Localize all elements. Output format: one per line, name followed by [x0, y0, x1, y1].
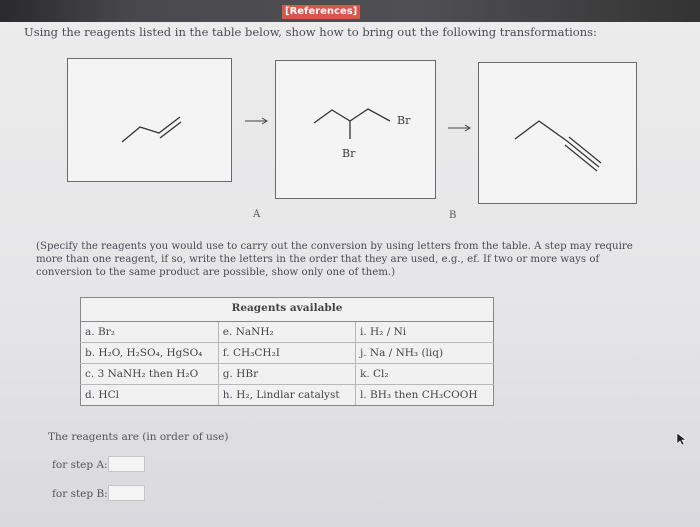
alkyne-structure — [478, 62, 637, 204]
reagents-table — [80, 297, 494, 406]
reagent-cell: h. H₂, Lindlar catalyst — [218, 385, 355, 406]
alkene-skeletal-formula — [68, 59, 231, 181]
step-a-answer-label: for step A: — [52, 459, 108, 471]
question-text: Using the reagents listed in the table below, show how to bring out the following transformations: — [24, 25, 597, 39]
references-button[interactable]: [References] — [282, 5, 360, 19]
reagent-cell: k. Cl₂ — [355, 364, 493, 385]
step-b-input[interactable] — [108, 485, 145, 501]
starting-alkene-structure — [67, 58, 232, 182]
table-row — [81, 343, 494, 364]
bromine-label: Br — [342, 147, 356, 160]
bromine-label: Br — [397, 114, 411, 127]
reagent-cell: f. CH₃CH₂I — [218, 343, 355, 364]
reagent-cell: b. H₂O, H₂SO₄, HgSO₄ — [81, 343, 219, 364]
step-b-answer-label: for step B: — [52, 488, 108, 500]
step-b-label: B — [449, 210, 457, 221]
table-row — [81, 322, 494, 343]
dibromide-skeletal-formula — [276, 61, 435, 198]
reagent-cell: g. HBr — [218, 364, 355, 385]
arrow-icon — [447, 123, 473, 133]
arrow-icon — [244, 116, 270, 126]
step-a-input[interactable] — [108, 456, 145, 472]
dibromide-structure — [275, 60, 436, 199]
order-text: The reagents are (in order of use) — [48, 431, 229, 443]
reagent-cell: c. 3 NaNH₂ then H₂O — [81, 364, 219, 385]
mouse-cursor-icon — [676, 432, 686, 446]
reagent-cell: j. Na / NH₃ (liq) — [355, 343, 493, 364]
table-header: Reagents available — [81, 298, 494, 322]
table-row — [81, 364, 494, 385]
reagent-cell: e. NaNH₂ — [218, 322, 355, 343]
instructions-text: (Specify the reagents you would use to carry out the conversion by using letters from the table. A step may require more than one reagent, if so, write the letters in the order that they are used, e.g., ef. If two or more ways of conversion to the same product are possible, show only one of them.) — [36, 241, 633, 278]
table-row — [81, 385, 494, 406]
step-a-label: A — [253, 209, 261, 220]
reagent-cell: l. BH₃ then CH₃COOH — [355, 385, 493, 406]
reagent-cell: a. Br₂ — [81, 322, 219, 343]
alkyne-skeletal-formula — [479, 63, 636, 203]
reagent-cell: i. H₂ / Ni — [355, 322, 493, 343]
reagent-cell: d. HCl — [81, 385, 219, 406]
